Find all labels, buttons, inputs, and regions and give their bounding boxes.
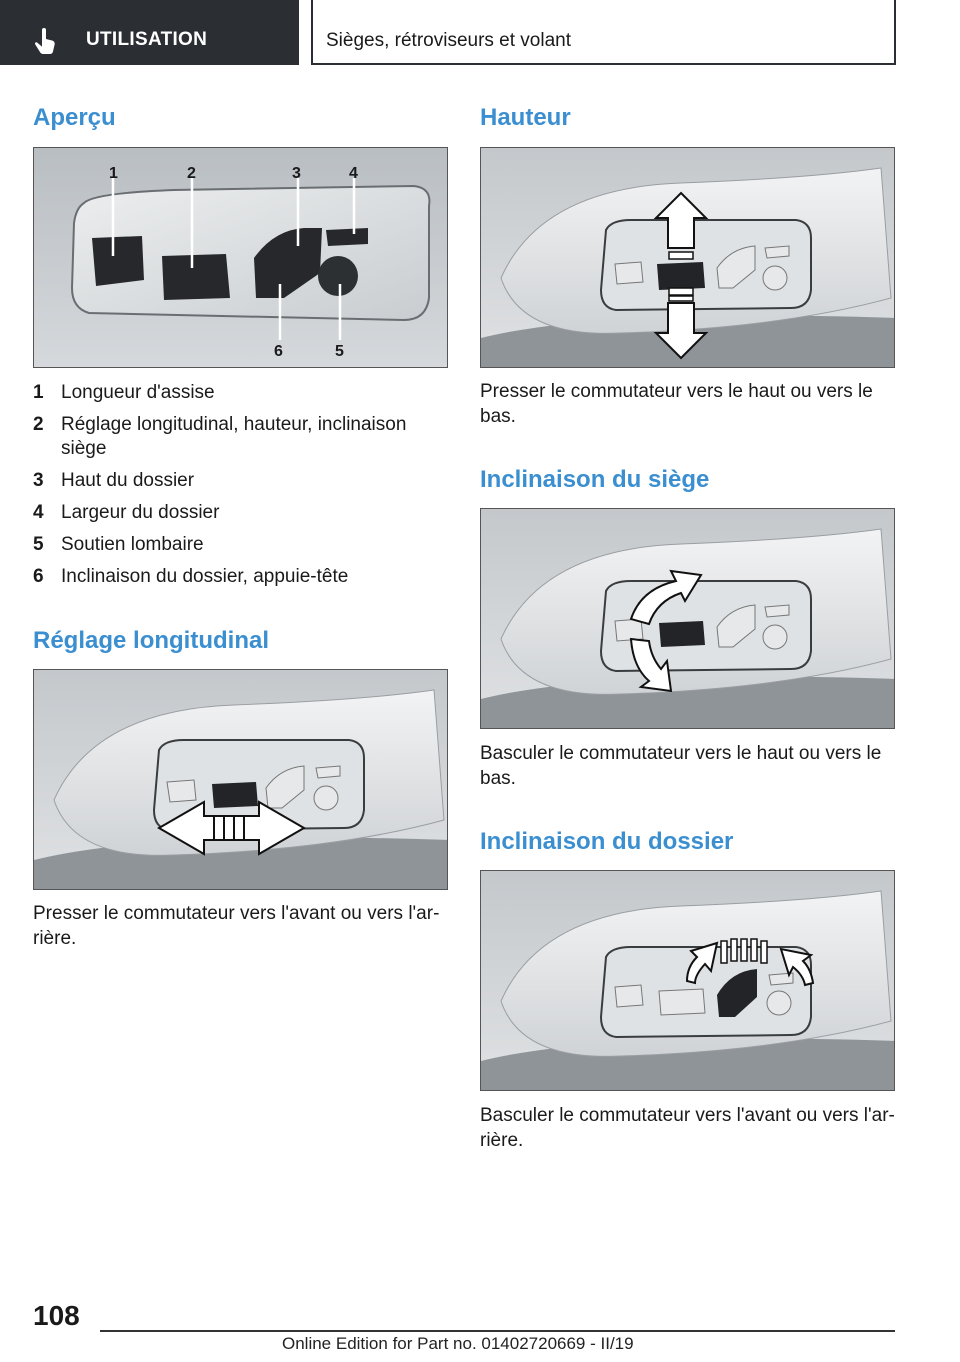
height-heading: Hauteur — [480, 104, 571, 131]
legend-item — [33, 533, 433, 557]
footer-edition: Online Edition for Part no. 01402720669 - II/19 — [282, 1334, 634, 1353]
legend-item — [33, 413, 433, 461]
longitudinal-figure — [33, 669, 448, 890]
legend-text: Réglage longitudinal, hauteur, inclinaison siège — [61, 414, 407, 459]
overview-legend — [33, 381, 433, 597]
footer-divider — [100, 1330, 895, 1332]
legend-text: Soutien lombaire — [61, 534, 204, 555]
overview-heading: Aperçu — [33, 104, 116, 131]
legend-number: 6 — [33, 566, 44, 587]
page-number: 108 — [33, 1300, 80, 1331]
height-text: Presser le commutateur vers le haut ou vers le bas. — [480, 381, 873, 427]
legend-item — [33, 381, 433, 405]
longitudinal-text: Presser le commutateur vers l'avant ou vers l'arrière. — [33, 903, 440, 949]
longitudinal-heading: Réglage longitudinal — [33, 627, 270, 654]
backrest-width-button — [326, 228, 368, 246]
height-figure — [480, 147, 895, 368]
figure-label-6: 6 — [274, 343, 283, 360]
legend-number: 4 — [33, 502, 44, 523]
header-section-title: UTILISATION — [86, 29, 208, 50]
hand-pointer-icon — [34, 28, 56, 54]
header-section-tab — [0, 0, 299, 65]
legend-number: 5 — [33, 534, 44, 555]
figure-label-5: 5 — [335, 343, 344, 360]
figure-label-3: 3 — [292, 165, 301, 182]
figure-label-2: 2 — [187, 165, 196, 182]
seat-tilt-text: Basculer le commutateur vers le haut ou vers le bas. — [480, 743, 882, 789]
legend-text: Largeur du dossier — [61, 502, 220, 523]
seat-length-button — [92, 236, 144, 286]
figure-label-1: 1 — [109, 165, 118, 182]
legend-item — [33, 469, 433, 493]
backrest-tilt-text: Basculer le commutateur vers l'avant ou vers l'arrière. — [480, 1105, 895, 1151]
seat-adjust-button — [162, 254, 230, 300]
legend-item — [33, 565, 433, 589]
overview-figure — [33, 147, 448, 368]
figure-label-4: 4 — [349, 165, 358, 182]
legend-number: 3 — [33, 470, 44, 491]
backrest-tilt-heading: Inclinaison du dossier — [480, 828, 734, 855]
legend-text: Haut du dossier — [61, 470, 195, 491]
legend-number: 1 — [33, 382, 44, 403]
legend-text: Inclinaison du dossier, appuie-tête — [61, 566, 349, 587]
seat-tilt-figure — [480, 508, 895, 729]
seat-tilt-heading: Inclinaison du siège — [480, 466, 710, 493]
legend-text: Longueur d'assise — [61, 382, 215, 403]
legend-item — [33, 501, 433, 525]
lumbar-knob — [318, 256, 358, 296]
legend-number: 2 — [33, 414, 44, 435]
header-chapter-title: Sièges, rétroviseurs et volant — [326, 30, 572, 51]
backrest-tilt-figure — [480, 870, 895, 1091]
